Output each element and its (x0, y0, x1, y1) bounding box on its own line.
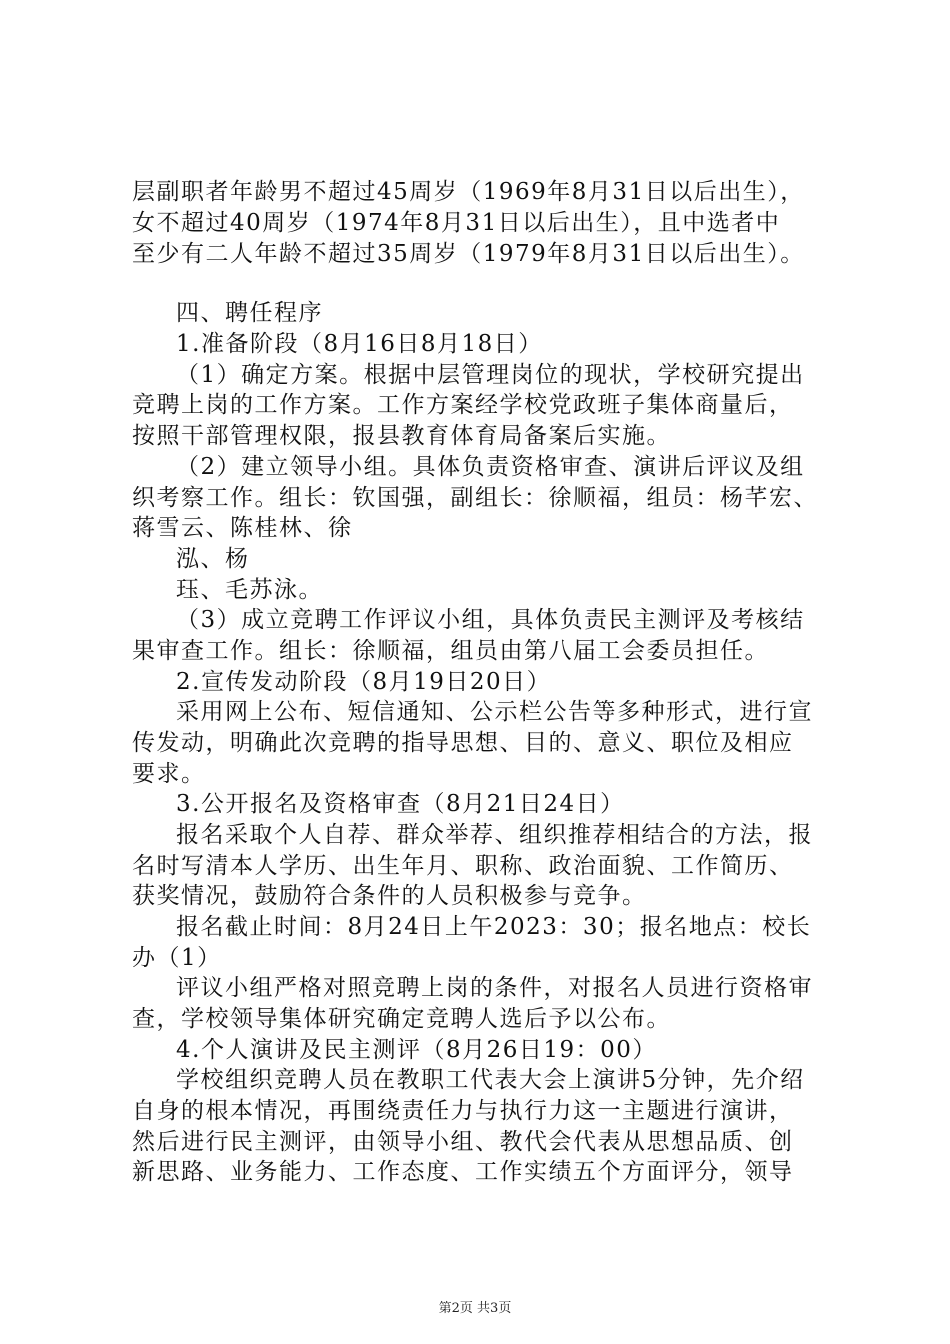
text-line: 珏、毛苏泳。 (176, 577, 323, 603)
text-line: 评议小组严格对照竞聘上岗的条件，对报名人员进行资格审 (176, 975, 813, 1001)
text-line: （2）建立领导小组。具体负责资格审查、演讲后评议及组 (176, 454, 805, 480)
text-line: 报名截止时间：8月24日上午2023：30；报名地点：校长 (176, 914, 812, 940)
text-line: （3）成立竞聘工作评议小组，具体负责民主测评及考核结 (176, 607, 805, 633)
text-line: 蒋雪云、陈桂林、徐 (132, 515, 353, 541)
page-number-footer: 第2页 共3页 (438, 1301, 512, 1316)
subsection-heading: 2.宣传发动阶段（8月19日20日） (176, 669, 552, 695)
text-line: 查，学校领导集体研究确定竞聘人选后予以公布。 (132, 1006, 671, 1032)
text-line: 采用网上公布、短信通知、公示栏公告等多种形式，进行宣 (176, 699, 813, 725)
text-line: 要求。 (132, 761, 206, 787)
text-line: 按照干部管理权限，报县教育体育局备案后实施。 (132, 423, 671, 449)
text-line: 泓、杨 (176, 546, 250, 572)
subsection-heading: 3.公开报名及资格审查（8月21日24日） (176, 791, 625, 817)
text-line: 新思路、业务能力、工作态度、工作实绩五个方面评分，领导 (132, 1159, 794, 1185)
text-line: 传发动，明确此次竞聘的指导思想、目的、意义、职位及相应 (132, 730, 794, 756)
subsection-heading: 4.个人演讲及民主测评（8月26日19：00） (176, 1037, 657, 1063)
text-line: 层副职者年龄男不超过45周岁（1969年8月31日以后出生）， (132, 179, 805, 205)
section-heading: 四、聘任程序 (176, 300, 323, 326)
subsection-heading: 1.准备阶段（8月16日8月18日） (176, 331, 543, 357)
text-line: 学校组织竞聘人员在教职工代表大会上演讲5分钟，先介绍 (176, 1067, 805, 1093)
text-line: 报名采取个人自荐、群众举荐、组织推荐相结合的方法，报 (176, 822, 813, 848)
text-line: 果审查工作。组长：徐顺福，组员由第八届工会委员担任。 (132, 638, 769, 664)
text-line: 获奖情况，鼓励符合条件的人员积极参与竞争。 (132, 883, 647, 909)
text-line: 自身的根本情况，再围绕责任力与执行力这一主题进行演讲， (132, 1098, 794, 1124)
text-line: 名时写清本人学历、出生年月、职称、政治面貌、工作简历、 (132, 853, 794, 879)
text-line: 竞聘上岗的工作方案。工作方案经学校党政班子集体商量后， (132, 392, 794, 418)
text-line: 女不超过40周岁（1974年8月31日以后出生），且中选者中 (132, 210, 781, 236)
text-line: 办（1） (132, 945, 222, 971)
text-line: 然后进行民主测评，由领导小组、教代会代表从思想品质、创 (132, 1129, 794, 1155)
text-line: 至少有二人年龄不超过35周岁（1979年8月31日以后出生）。 (132, 241, 805, 267)
text-line: （1）确定方案。根据中层管理岗位的现状，学校研究提出 (176, 362, 805, 388)
text-line: 织考察工作。组长：钦国强，副组长：徐顺福，组员：杨芊宏、 (132, 485, 818, 511)
